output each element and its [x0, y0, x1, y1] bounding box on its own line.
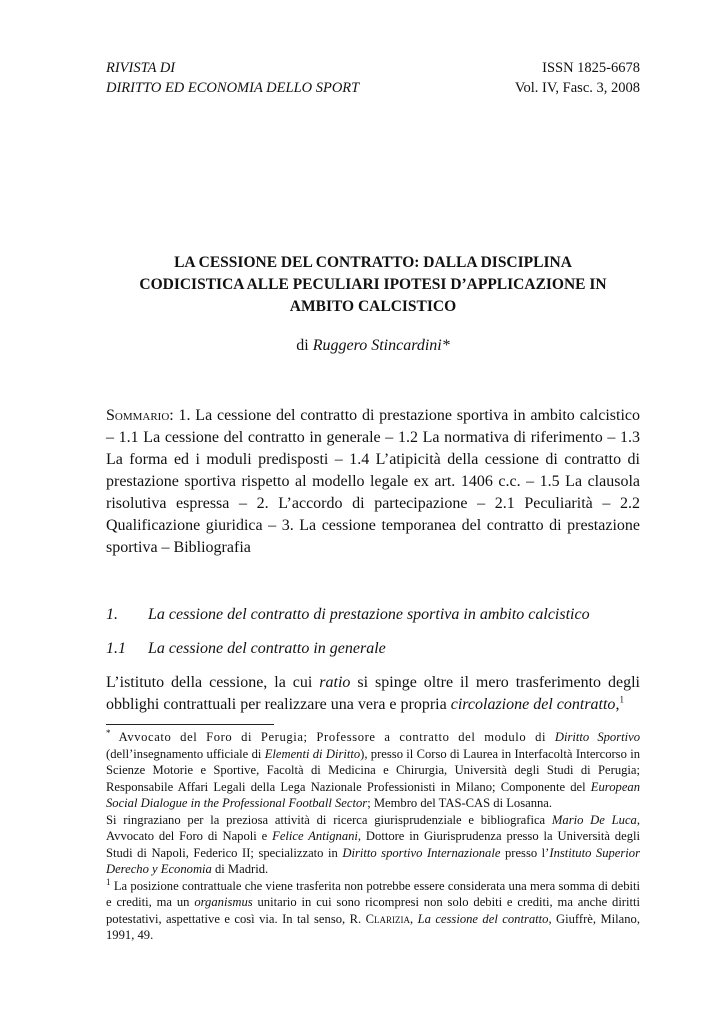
footnote-mark: * [106, 727, 111, 738]
footnote-italic: organismus [194, 895, 253, 909]
footnote-separator [106, 724, 274, 725]
subsection-title: La cessione del contratto in generale [148, 640, 386, 657]
footnote-text: La posizione contrattuale che viene trasferita non potrebbe essere considerata una mera somma di debiti e crediti, ma un [106, 878, 640, 909]
article-title [106, 252, 640, 318]
section-heading-1 [106, 606, 640, 624]
title-line-3: AMBITO CALCISTICO [289, 298, 457, 315]
subsection-number: 1.1 [106, 640, 126, 657]
body-text: L’istituto della cessione, la cui [106, 674, 320, 691]
footnote-1 [106, 878, 640, 944]
footnote-text: unitario in cui sono ricompresi non solo debiti e crediti, ma anche diritti potestativi, aspettative e così via. In tal senso, R. [106, 895, 641, 926]
footnote-text: , Avvocato del Foro di Napoli e [106, 812, 640, 843]
body-paragraph [106, 672, 640, 716]
section-title: La cessione del contratto di prestazione sportiva in ambito calcistico [148, 606, 590, 623]
journal-line-2: DIRITTO ED ECONOMIA DELLO SPORT [106, 80, 360, 96]
footnotes [106, 729, 640, 944]
section-heading-1-1 [106, 640, 640, 658]
summary [106, 405, 640, 559]
footnote-text: ; Membro del TAS-CAS di Losanna. [367, 796, 553, 810]
footnote-italic: Mario De Luca [551, 812, 637, 827]
footnote-italic: Diritto Sportivo [554, 730, 640, 744]
volume-info: Vol. IV, Fasc. 3, 2008 [514, 80, 640, 96]
section-number: 1. [106, 606, 118, 623]
running-header [106, 58, 640, 98]
footnote-text: , Giuffrè, Milano, 1991, 49. [106, 911, 640, 942]
footnote-author-name: Clarizia [365, 911, 410, 926]
footnote-text: Avvocato del Foro di Perugia; Professore a contratto del modulo di [110, 730, 555, 744]
footnote-text: presso l’ [500, 845, 550, 860]
footnote-text: di Madrid. [211, 862, 269, 876]
body-text: si spinge oltre il mero trasferimento degli obblighi contrattuali per realizzare una vera e propria [106, 674, 640, 713]
body-italic-circolazione: circolazione del contratto [450, 696, 616, 713]
footnote-text: , Dottore in Giurisprudenza presso la Università degli Studi di Napoli, Federico II; specializzato in [106, 829, 640, 860]
footnote-author [106, 729, 640, 812]
issn: ISSN 1825-6678 [542, 60, 640, 76]
journal-name [106, 58, 359, 98]
body-text: , [615, 696, 620, 713]
footnote-italic: Felice Antignani [272, 829, 358, 843]
author-line [106, 337, 640, 355]
author-name: Ruggero Stincardini* [312, 337, 450, 354]
footnote-text: ), presso il Corso di Laurea in Interfacoltà Intercorso in Scienze Motorie e Sportive, Facoltà di Medicina e Chirurgia, Università degli Studi di Perugia; Responsabile Affari Legali della Lega Nazionale Professionisti in Milano; Componente del [106, 746, 640, 794]
footnote-italic: Elementi di Diritto [264, 746, 361, 761]
footnote-text: Si ringraziano per la preziosa attività di ricerca giurisprudenziale e bibliografica [106, 812, 552, 827]
footnote-mark: 1 [106, 876, 111, 887]
document-page [106, 58, 640, 944]
footnote-text: (dell’insegnamento ufficiale di [106, 746, 265, 761]
footnote-thanks [106, 812, 640, 878]
footnote-text: , [410, 911, 418, 926]
journal-line-1: RIVISTA DI [106, 60, 176, 76]
footnote-italic: Instituto Superior Derecho y Economia [106, 845, 640, 876]
summary-label: Sommario [106, 407, 170, 424]
footnote-ref-1[interactable]: 1 [619, 694, 624, 705]
footnote-italic: La cessione del contratto [417, 911, 549, 926]
author-prefix: di [296, 337, 309, 354]
title-line-2: CODICISTICA ALLE PECULIARI IPOTESI D’APPLICAZIONE IN [139, 276, 607, 293]
footnote-italic: Diritto sportivo Internazionale [342, 845, 501, 860]
body-italic-ratio: ratio [319, 674, 351, 691]
journal-issue [515, 58, 640, 98]
title-line-1: LA CESSIONE DEL CONTRATTO: DALLA DISCIPLINA [174, 254, 572, 271]
footnote-italic: European Social Dialogue in the Professional Football Sector [106, 779, 640, 810]
summary-text: : 1. La cessione del contratto di prestazione sportiva in ambito calcistico – 1.1 La cessione del contratto in generale – 1.2 La normativa di riferimento – 1.3 La forma ed i moduli predisposti – 1.4 L’atipicità della cessione di contratto di prestazione sportiva rispetto al modello legale ex art. 1406 c.c. – 1.5 La clausola risolutiva espressa – 2. L’accordo di partecipazione – 2.1 Peculiarità – 2.2 Qualificazione giuridica – 3. La cessione temporanea del contratto di prestazione sportiva – Bibliografia [106, 407, 640, 556]
